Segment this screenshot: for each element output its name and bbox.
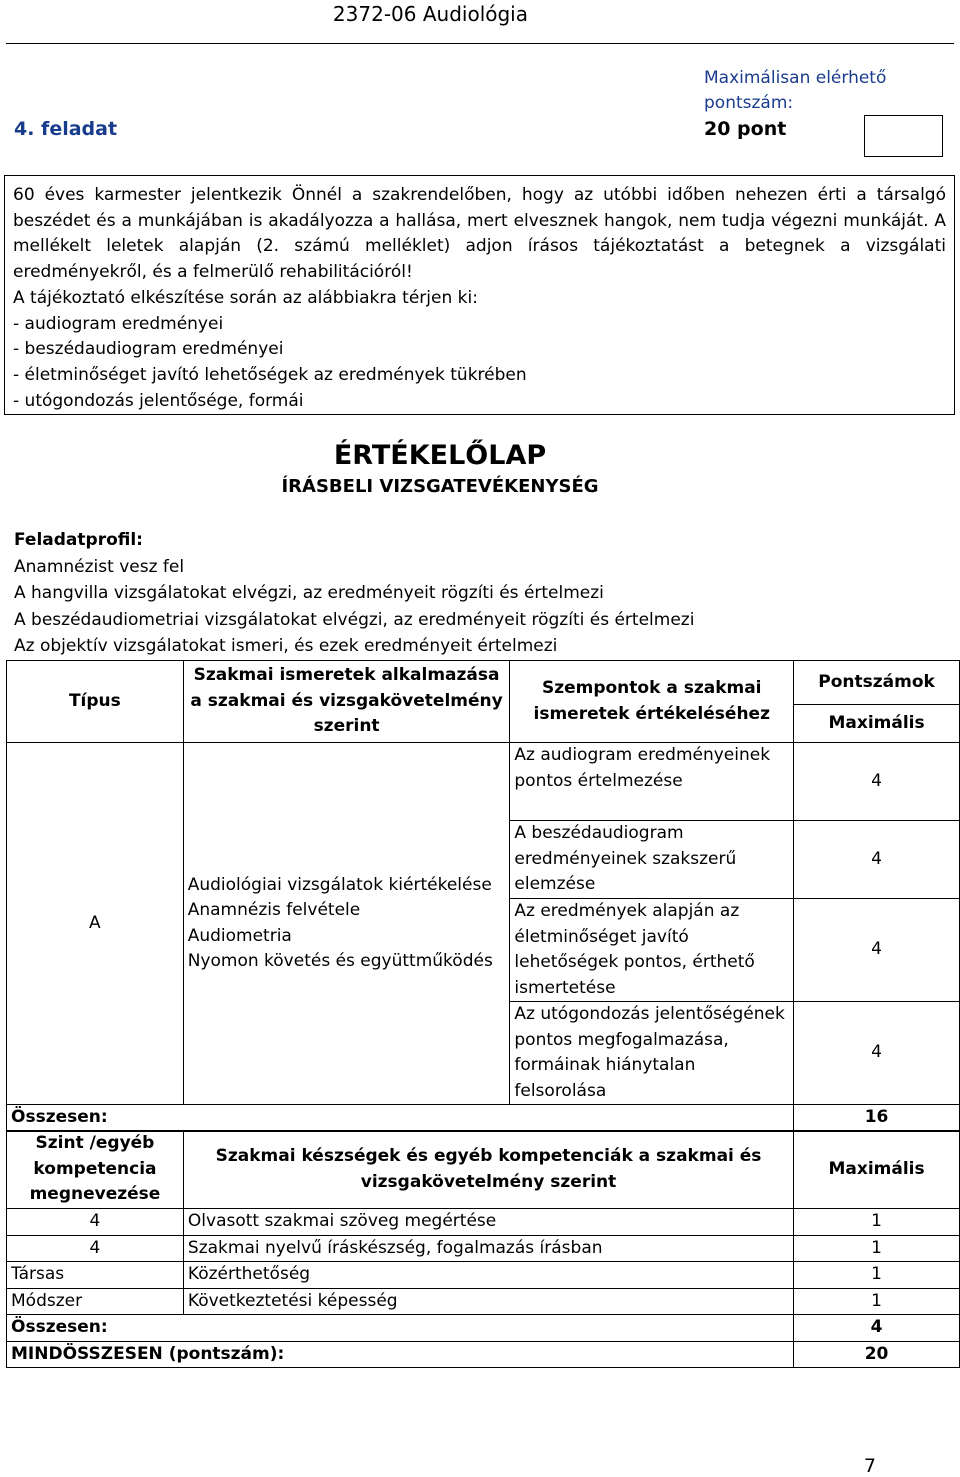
- col-header-knowledge: Szakmai ismeretek alkalmazása a szakmai és vizsgakövetelmény szerint: [183, 661, 510, 743]
- task-description: 60 éves karmester jelentkezik Önnél a szakrendelőben, hogy az utóbbi időben nehezen érti a társalgó beszédet és a munkájában is akadályozza a hallása, mert elvesznek hangok, nem tudja végezni munkáját. A mellékelt leletek alapján (2. számú melléklet) adjon írásos tájékoztatást a betegnek a vizsgálati eredményekről, és a felmerülő rehabilitációról!: [13, 185, 946, 283]
- profile-item: A hangvilla vizsgálatokat elvégzi, az eredményeit rögzíti és értelmezi: [14, 583, 604, 603]
- instructions-intro: A tájékoztató elkészítése során az alábbiakra térjen ki:: [13, 287, 478, 308]
- level-cell: Társas: [7, 1262, 184, 1289]
- criterion-cell: Az audiogram eredményeinek pontos értelmezése: [510, 743, 794, 821]
- skill-cell: Olvasott szakmai szöveg megértése: [183, 1209, 793, 1236]
- grand-total-label: MINDÖSSZESEN (pontszám):: [7, 1341, 794, 1368]
- skill-max: 1: [794, 1235, 960, 1262]
- max-points-label-line1: Maximálisan elérhető: [704, 68, 887, 88]
- document-header-title: 2372-06 Audiológia: [332, 2, 528, 26]
- knowledge-line: Audiometria: [187, 925, 292, 946]
- knowledge-line: Anamnézis felvétele: [187, 900, 361, 920]
- type-cell: A: [7, 743, 184, 1105]
- col-header-max: Maximális: [794, 1131, 960, 1209]
- evaluation-subtitle: ÍRÁSBELI VIZSGATEVÉKENYSÉG: [281, 476, 599, 497]
- score-entry-box[interactable]: [864, 115, 943, 157]
- skill-max: 1: [794, 1262, 960, 1289]
- instruction-item: - utógondozás jelentősége, formái: [13, 390, 304, 411]
- task-label: 4. feladat: [14, 118, 118, 140]
- total-label: Összesen:: [7, 1105, 794, 1132]
- level-cell: 4: [7, 1235, 184, 1262]
- skill-cell: Szakmai nyelvű íráskészség, fogalmazás írásban: [183, 1235, 793, 1262]
- profile-item: Az objektív vizsgálatokat ismeri, és ezek eredményeit értelmezi: [14, 636, 558, 656]
- criterion-cell: Az utógondozás jelentőségének pontos megfogalmazása, formáinak hiánytalan felsorolása: [510, 1002, 794, 1105]
- skill-cell: Következtetési képesség: [183, 1288, 793, 1315]
- profile-heading: Feladatprofil:: [14, 530, 143, 550]
- knowledge-evaluation-table: [6, 660, 960, 1132]
- task-description-box: [4, 175, 955, 415]
- col-header-max: Maximális: [794, 705, 960, 743]
- criterion-max: 4: [794, 1002, 960, 1105]
- col-header-type: Típus: [7, 661, 184, 743]
- level-cell: 4: [7, 1209, 184, 1236]
- max-points-label-line2: pontszám:: [704, 93, 794, 113]
- instruction-item: - életminőséget javító lehetőségek az eredmények tükrében: [13, 364, 527, 385]
- knowledge-line: Audiológiai vizsgálatok kiértékelése: [187, 874, 492, 895]
- instruction-item: - beszédaudiogram eredményei: [13, 339, 284, 360]
- profile-item: Anamnézist vesz fel: [14, 556, 185, 577]
- task-profile: [14, 527, 694, 660]
- grand-total-value: 20: [794, 1341, 960, 1368]
- skill-max: 1: [794, 1209, 960, 1236]
- skill-cell: Közérthetőség: [183, 1262, 793, 1289]
- skill-max: 1: [794, 1288, 960, 1315]
- level-cell: Módszer: [7, 1288, 184, 1315]
- page-number: 7: [863, 1455, 876, 1477]
- task-points: 20 pont: [704, 118, 787, 140]
- col-header-level: Szint /egyéb kompetencia megnevezése: [7, 1131, 184, 1209]
- competence-evaluation-table: [6, 1130, 960, 1368]
- criterion-max: 4: [794, 821, 960, 899]
- criterion-max: 4: [794, 899, 960, 1002]
- col-header-criteria: Szempontok a szakmai ismeretek értékeléséhez: [510, 661, 794, 743]
- criterion-max: 4: [794, 743, 960, 821]
- col-header-points: Pontszámok: [794, 661, 960, 705]
- criterion-cell: Az eredmények alapján az életminőséget javító lehetőségek pontos, érthető ismertetése: [510, 899, 794, 1002]
- criterion-cell: A beszédaudiogram eredményeinek szakszerű elemzése: [510, 821, 794, 899]
- header-divider: [6, 43, 954, 44]
- knowledge-cell: [183, 743, 510, 1105]
- subtotal-label: Összesen:: [7, 1315, 794, 1342]
- profile-item: A beszédaudiometriai vizsgálatokat elvégzi, az eredményeit rögzíti és értelmezi: [14, 609, 695, 630]
- total-value: 16: [794, 1105, 960, 1132]
- instruction-item: - audiogram eredményei: [13, 313, 224, 334]
- evaluation-title: ÉRTÉKELŐLAP: [333, 440, 547, 471]
- max-points-label: [704, 66, 904, 116]
- subtotal-value: 4: [794, 1315, 960, 1342]
- col-header-skills: Szakmai készségek és egyéb kompetenciák a szakmai és vizsgakövetelmény szerint: [183, 1131, 793, 1209]
- knowledge-line: Nyomon követés és együttműködés: [187, 951, 493, 971]
